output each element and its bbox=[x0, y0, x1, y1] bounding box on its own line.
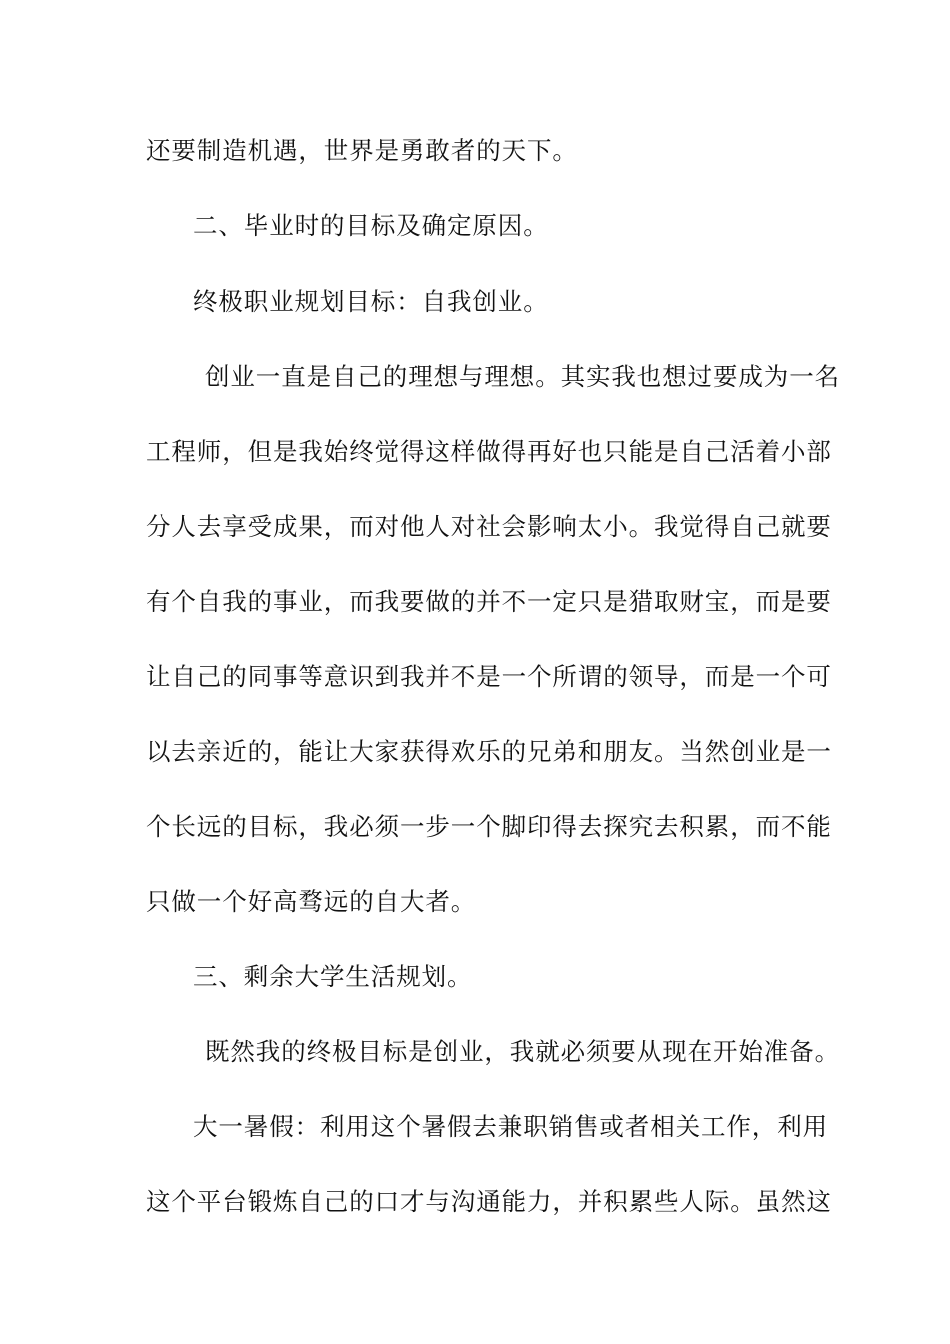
text-line-13: 既然我的终极目标是创业，我就必须要从现在开始准备。 bbox=[205, 1037, 840, 1066]
text-line-10: 个长远的目标，我必须一步一个脚印得去探究去积累，而不能 bbox=[146, 812, 832, 841]
text-line-14: 大一暑假：利用这个暑假去兼职销售或者相关工作，利用 bbox=[193, 1112, 828, 1141]
text-line-6: 分人去享受成果，而对他人对社会影响太小。我觉得自己就要 bbox=[146, 512, 832, 541]
text-line-15: 这个平台锻炼自己的口才与沟通能力，并积累些人际。虽然这 bbox=[146, 1187, 832, 1216]
text-line-3: 终极职业规划目标：自我创业。 bbox=[193, 287, 549, 316]
text-line-8: 让自己的同事等意识到我并不是一个所谓的领导，而是一个可 bbox=[146, 662, 832, 691]
text-line-9: 以去亲近的，能让大家获得欢乐的兄弟和朋友。当然创业是一 bbox=[146, 737, 832, 766]
text-line-5: 工程师，但是我始终觉得这样做得再好也只能是自己活着小部 bbox=[146, 437, 832, 466]
section-heading-2: 二、毕业时的目标及确定原因。 bbox=[193, 211, 549, 240]
text-line-7: 有个自我的事业，而我要做的并不一定只是猎取财宝，而是要 bbox=[146, 587, 832, 616]
text-line-4: 创业一直是自己的理想与理想。其实我也想过要成为一名 bbox=[205, 362, 840, 391]
section-heading-3: 三、剩余大学生活规划。 bbox=[193, 962, 473, 991]
text-line-11: 只做一个好高骛远的自大者。 bbox=[146, 887, 477, 916]
text-line-1: 还要制造机遇，世界是勇敢者的天下。 bbox=[146, 136, 578, 165]
